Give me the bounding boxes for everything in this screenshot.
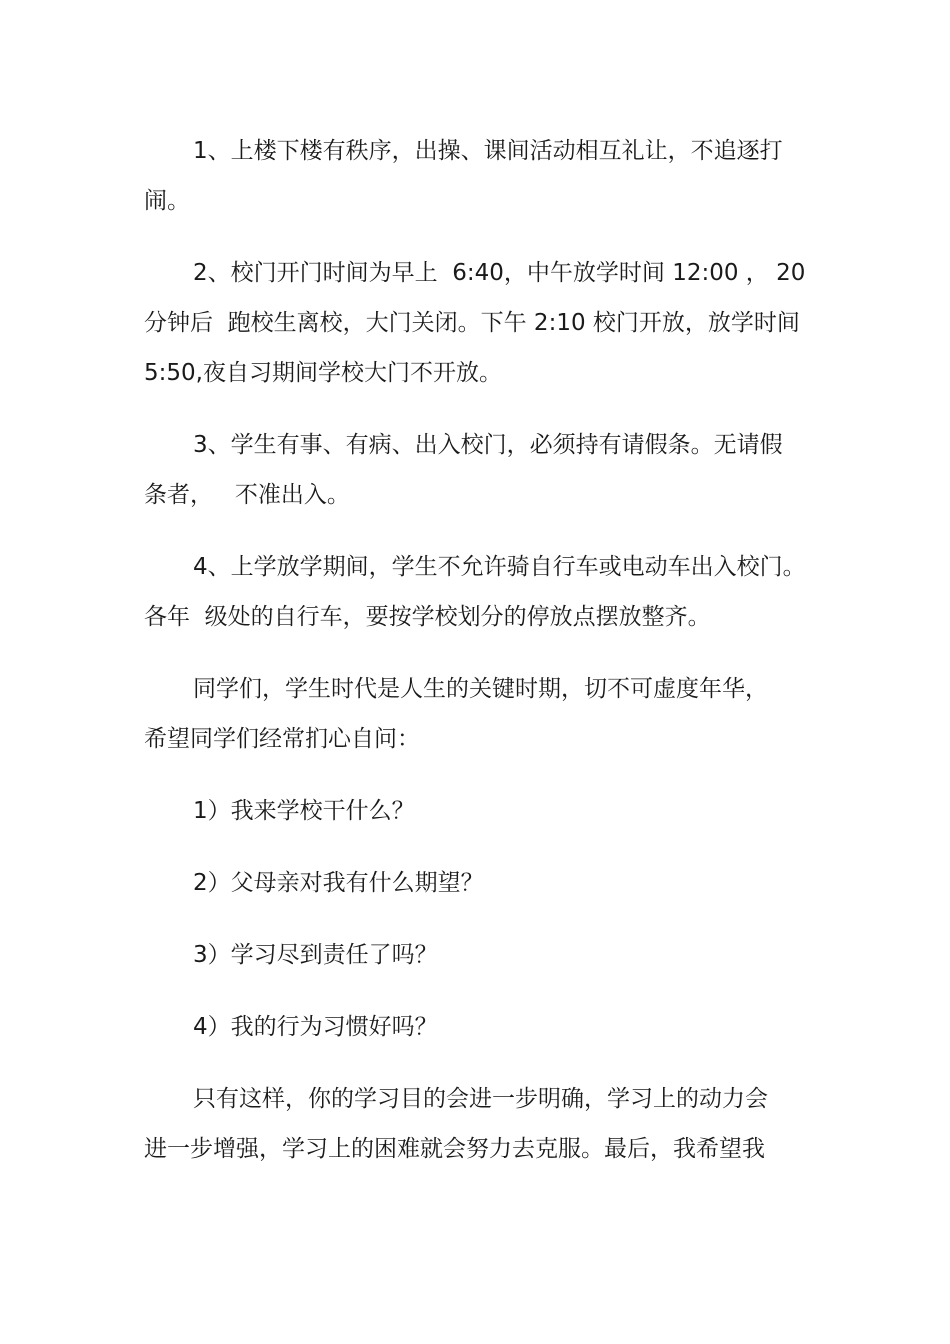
question-1: 1）我来学校干什么？ [193,798,415,824]
paragraph-2-line-3: 5:50,夜自习期间学校大门不开放。 [144,360,502,386]
paragraph-5-line-2: 希望同学们经常扪心自问： [144,726,420,752]
paragraph-final-line-1: 只有这样，你的学习目的会进一步明确，学习上的动力会 [193,1086,768,1112]
paragraph-3-line-2: 条者， 不准出入。 [144,482,350,508]
paragraph-2-line-2: 分钟后 跑校生离校，大门关闭。下午 2:10 校门开放，放学时间 [144,310,800,336]
question-3: 3）学习尽到责任了吗？ [193,942,438,968]
paragraph-4-line-2: 各年 级处的自行车，要按学校划分的停放点摆放整齐。 [144,604,711,630]
paragraph-4-line-1: 4、上学放学期间，学生不允许骑自行车或电动车出入校门。 [193,554,806,580]
paragraph-2-line-1: 2、校门开门时间为早上 6:40，中午放学时间 12:00 ， 20 [193,260,806,286]
paragraph-1-line-1: 1、上楼下楼有秩序，出操、课间活动相互礼让，不追逐打 [193,138,783,164]
paragraph-5-line-1: 同学们，学生时代是人生的关键时期，切不可虚度年华， [193,676,768,702]
paragraph-3-line-1: 3、学生有事、有病、出入校门，必须持有请假条。无请假 [193,432,783,458]
paragraph-1-line-2: 闹。 [144,188,190,214]
question-4: 4）我的行为习惯好吗？ [193,1014,438,1040]
question-2: 2）父母亲对我有什么期望？ [193,870,484,896]
paragraph-final-line-2: 进一步增强，学习上的困难就会努力去克服。最后，我希望我 [144,1136,765,1162]
